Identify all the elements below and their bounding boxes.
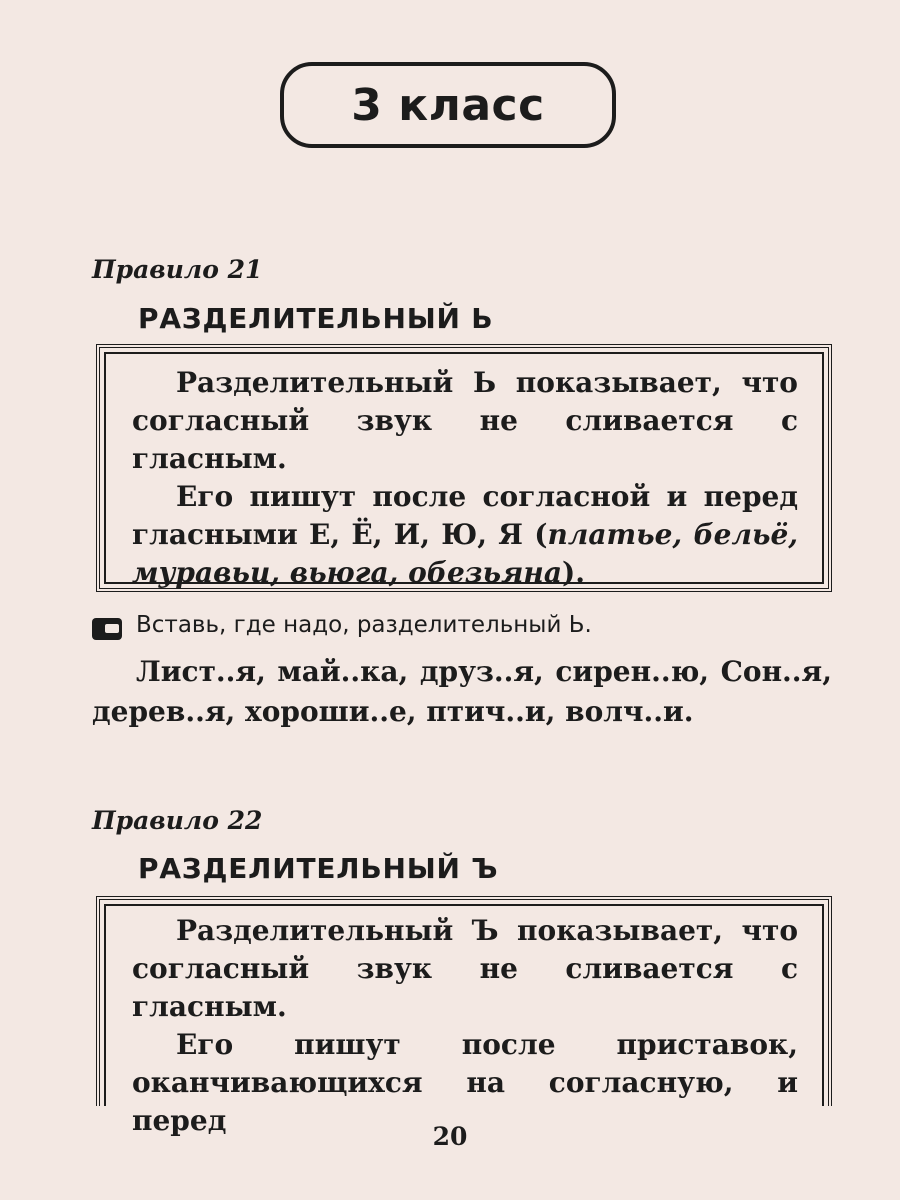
exercise-text: Лист..я, май..ка, друз..я, сирен..ю, Сон..я, дерев..я, хороши..е, птич..и, волч..и. [92, 655, 832, 728]
page-number: 20 [432, 1122, 468, 1151]
rule-22-paragraph-2: Его пишут после приставок, оканчивающихся на согласную, и перед [132, 1028, 798, 1137]
rule-21-box [96, 344, 832, 592]
class-header [280, 62, 616, 148]
rule-22-number: Правило 22 [92, 806, 263, 835]
rule-21-number: Правило 21 [92, 255, 263, 284]
rule-21-text [132, 364, 798, 592]
rule-22-title: РАЗДЕЛИТЕЛЬНЫЙ Ъ [138, 852, 499, 885]
rule-21-paragraph-2-tail: ). [561, 556, 585, 589]
rule-22-paragraph-1: Разделительный Ъ показывает, что согласный звук не сливается с гласным. [132, 914, 798, 1023]
rule-21-examples: платье, бельё, муравьи, вьюга, обезьяна [132, 518, 799, 589]
rule-21-title: РАЗДЕЛИТЕЛЬНЫЙ Ь [138, 302, 494, 335]
rule-21-paragraph-2 [132, 478, 798, 592]
pencil-icon [92, 618, 122, 640]
class-title: 3 класс [351, 79, 545, 131]
task-instruction: Вставь, где надо, разделительный Ь. [136, 612, 592, 638]
rule-21-paragraph-1: Разделительный Ь показывает, что согласный звук не сливается с гласным. [132, 366, 798, 475]
rule-21-paragraph-2-lead: Его пишут после согласной и перед гласными Е, Ё, И, Ю, Я ( [132, 480, 798, 551]
rule-22-text [132, 912, 798, 1140]
